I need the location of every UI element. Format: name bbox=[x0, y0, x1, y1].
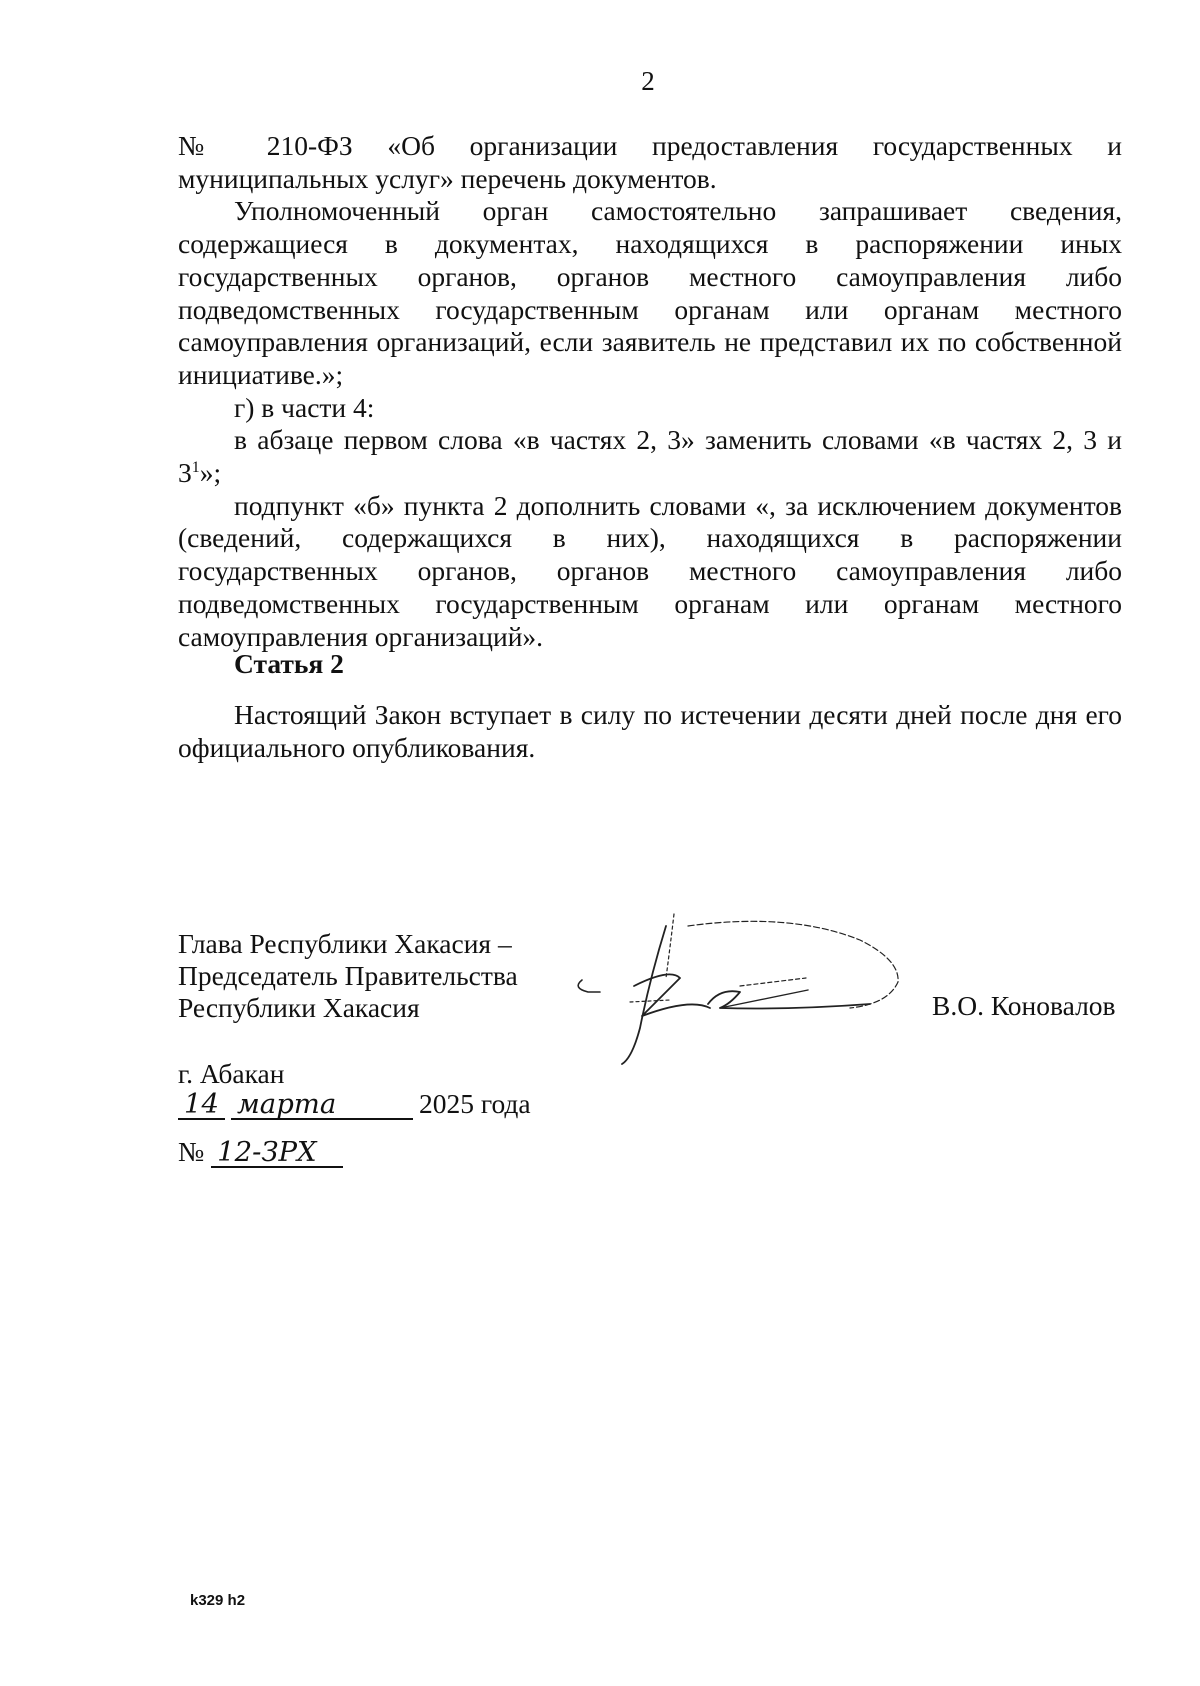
signatory-title-line-1: Глава Республики Хакасия – bbox=[178, 928, 512, 959]
superscript-index: 1 bbox=[191, 458, 200, 476]
date-year: 2025 года bbox=[419, 1088, 531, 1119]
signatory-title-line-2: Председатель Правительства bbox=[178, 960, 518, 991]
paragraph-part-4: г) в части 4: bbox=[234, 391, 375, 423]
article-heading: Статья 2 bbox=[234, 648, 344, 679]
number-prefix: № bbox=[178, 1136, 205, 1167]
paragraph-first-subparagraph-end: »; bbox=[199, 457, 222, 489]
date-month: марта bbox=[231, 1090, 413, 1120]
paragraph-first-subparagraph-text: в абзаце первом слова «в частях 2, 3» заменить словами «в частях 2, 3 и 3 bbox=[178, 424, 1122, 489]
footer-code: k329 h2 bbox=[190, 1592, 246, 1609]
law-number bbox=[178, 1136, 343, 1168]
signatory-title bbox=[178, 928, 518, 1024]
signing-date bbox=[178, 1088, 531, 1120]
signatory-name: В.О. Коновалов bbox=[932, 990, 1116, 1021]
number-value: 12-ЗРХ bbox=[211, 1138, 343, 1168]
paragraph-subitem-b: подпункт «б» пункта 2 дополнить словами «, за исключением документов (сведений, содержащихся в них), находящихся в распоряжении государственных органов, органов местного самоуправления либо подведомственных государственным органам или органам местного самоуправления организаций». bbox=[178, 489, 1122, 652]
handwritten-signature bbox=[570, 908, 970, 1068]
article-text-block bbox=[178, 698, 1122, 764]
article-text: Настоящий Закон вступает в силу по истечении десяти дней после дня его официального опубликования. bbox=[178, 699, 1122, 763]
place-of-signing: г. Абакан bbox=[178, 1058, 285, 1089]
page-number: 2 bbox=[641, 66, 655, 96]
paragraph-law-reference: № 210-ФЗ «Об организации предоставления государственных и муниципальных услуг» перечень документов. bbox=[178, 130, 1122, 194]
paragraph-authority-request: Уполномоченный орган самостоятельно запрашивает сведения, содержащиеся в документах, находящихся в распоряжении иных государственных органов, органов местного самоуправления либо подведомственных государственным органам или органам местного самоуправления организаций, если заявитель не представил их по собственной инициативе.»; bbox=[178, 195, 1122, 390]
document-body bbox=[178, 130, 1122, 653]
paragraph-first-subparagraph bbox=[178, 424, 1122, 489]
date-day: 14 bbox=[178, 1090, 225, 1120]
signatory-title-line-3: Республики Хакасия bbox=[178, 992, 420, 1023]
